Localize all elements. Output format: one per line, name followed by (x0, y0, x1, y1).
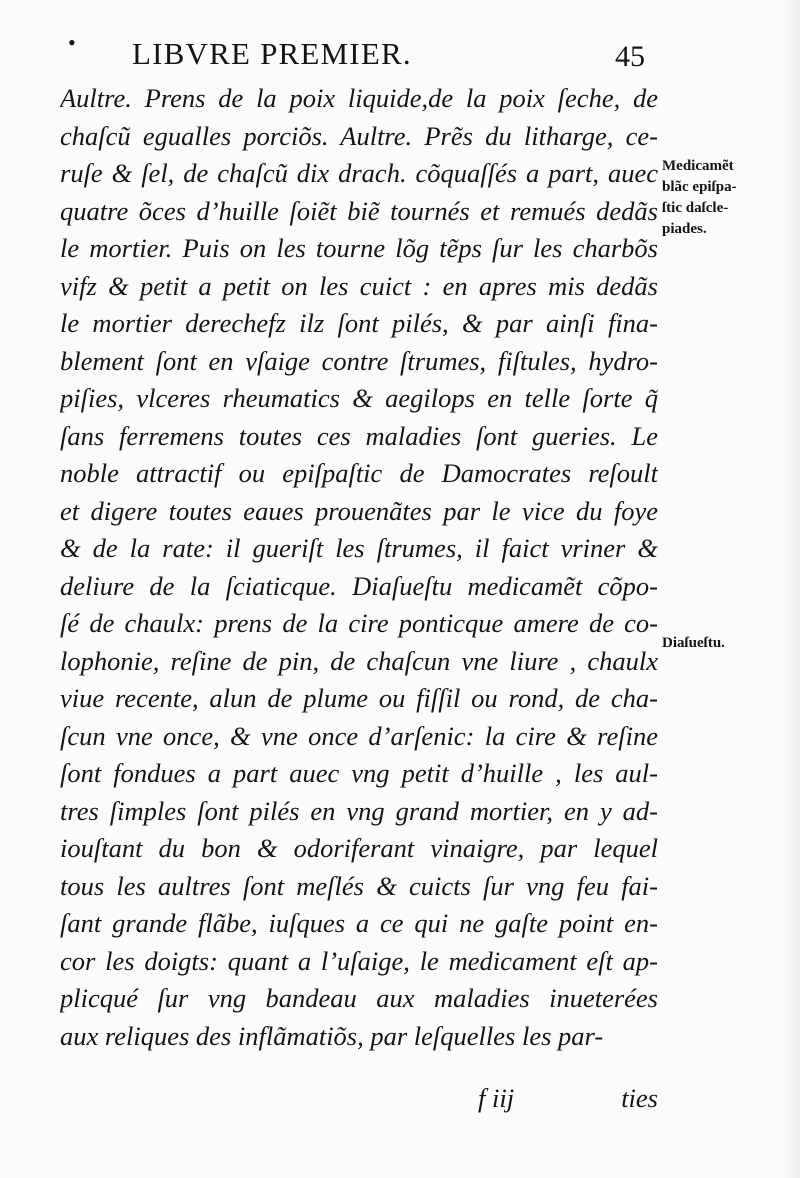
catchword: ties (621, 1083, 658, 1113)
page-header (60, 30, 660, 78)
margin-note-line: blãc epiſpa- (662, 179, 737, 195)
text-line: ſé de chaulx: prens de la cire ponticque amere de co- (60, 608, 658, 638)
text-line: deliure de la ſciaticque. Diaſueſtu medicamẽt cõpo- (60, 570, 658, 601)
text-line: noble attractif ou epiſpaſtic de Damocrates reſoult (60, 458, 658, 488)
margin-note-line: Diaſueſtu. (662, 635, 725, 651)
text-line: cor les doigts: quant a l’uſaige, le medicament eſt ap- (60, 945, 658, 976)
text-line: Aultre. Prens de la poix liquide,de la poix ſeche, de (60, 83, 658, 113)
text-line: vifz & petit a petit on les cuict : en apres mis dedãs (60, 270, 658, 301)
margin-note-line: piades. (662, 221, 707, 237)
text-line: ſcun vne once, & vne once d’arſenic: la cire & reſine (60, 720, 658, 751)
text-line: chaſcũ egualles porciõs. Aultre. Prẽs du litharge, ce- (60, 120, 658, 151)
margin-note-medicament (662, 156, 772, 240)
text-line: ſant grande flãbe, iuſques a ce qui ne gaſte point en- (60, 908, 658, 938)
margin-note-diasuestu (662, 633, 772, 654)
header-ornament: • (68, 30, 76, 55)
text-line: aux reliques des inflãmatiõs, par leſquelles les par- (60, 1020, 604, 1051)
body-text (60, 80, 658, 1055)
text-line: tous les aultres ſont meſlés & cuicts ſur vng feu fai- (60, 870, 658, 901)
text-line: viue recente, alun de plume ou fiſſil ou rond, de cha- (60, 683, 658, 713)
text-line: ſans ferremens toutes ces maladies ſont gueries. Le (60, 420, 658, 451)
signature-mark: f iij (478, 1083, 515, 1113)
page-edge-shadow (782, 0, 800, 1178)
text-line: iouſtant du bon & odoriferant vinaigre, par lequel (60, 833, 658, 863)
text-line: ruſe & ſel, de chaſcũ dix drach. cõquaſſés a part, auec (60, 158, 658, 188)
text-line: & de la rate: il gueriſt les ſtrumes, il faict vriner & (60, 533, 658, 563)
text-line: quatre õces d’huille ſoiẽt biẽ tournés et remués dedãs (60, 195, 658, 226)
margin-note-line: Medicamẽt (662, 158, 734, 174)
text-line: et digere toutes eaues prouenãtes par le vice du foye (60, 495, 658, 526)
page-number: 45 (615, 40, 645, 73)
text-line: plicqué ſur vng bandeau aux maladies inueterées (60, 983, 658, 1013)
page-footer (60, 1083, 658, 1123)
text-line: lophonie, reſine de pin, de chaſcun vne liure , chaulx (60, 645, 658, 676)
text-line: ſont fondues a part auec vng petit d’huille , les aul- (60, 758, 658, 788)
text-line: tres ſimples ſont pilés en vng grand mortier, en y ad- (60, 795, 658, 826)
margin-note-line: ſtic daſcle- (662, 200, 729, 216)
text-line: le mortier derechefz ilz ſont pilés, & par ainſi fina- (60, 308, 658, 338)
text-line: blement ſont en vſaige contre ſtrumes, fiſtules, hydro- (60, 345, 658, 376)
text-line: le mortier. Puis on les tourne lõg tẽps ſur les charbõs (60, 233, 658, 263)
text-line: piſies, vlceres rheumatics & aegilops en telle ſorte q̃ (60, 383, 658, 413)
running-title: LIBVRE PREMIER. (132, 36, 412, 71)
